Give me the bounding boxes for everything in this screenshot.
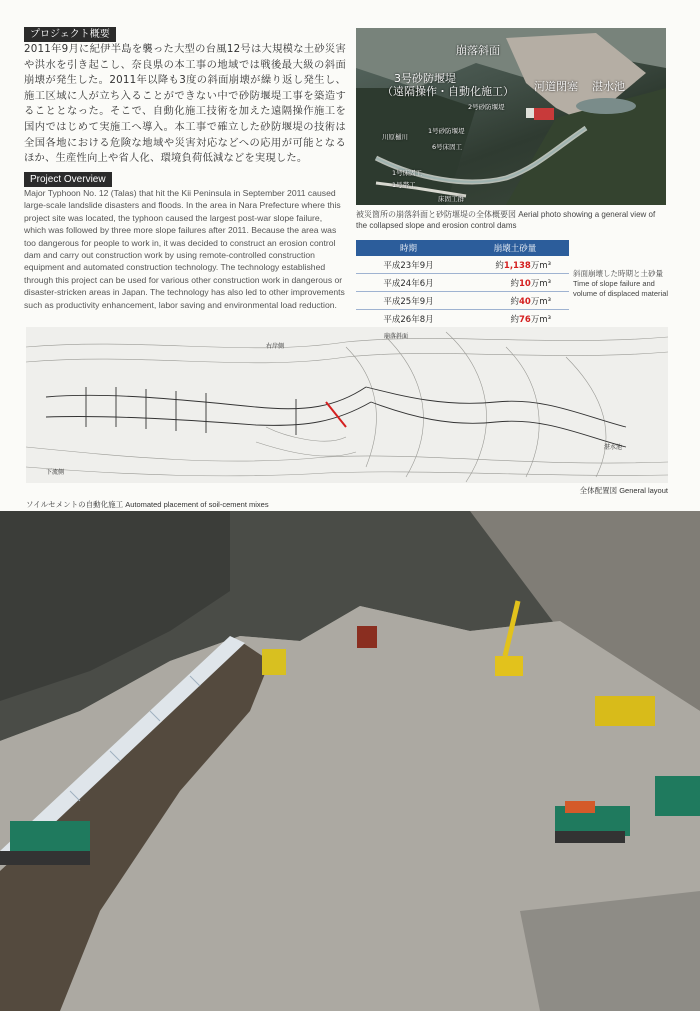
table-cell-volume: 約76万m³: [461, 310, 569, 328]
aerial-photo: [356, 28, 666, 205]
overview-heading-jp: プロジェクト概要: [24, 27, 116, 42]
table-header-volume: 崩壊土砂量: [461, 240, 569, 256]
aerial-label-dam1: 1号砂防堰堤: [428, 127, 465, 135]
plan-contours: [26, 327, 668, 483]
slope-failure-table: [356, 240, 569, 328]
table-header-period: 時期: [356, 240, 461, 256]
plan-label-pond: 湛水池: [604, 444, 623, 451]
overview-body-en: Major Typhoon No. 12 (Talas) that hit the Kii Peninsula in September 2011 caused large-scale landslide disasters and floods. In the area in Nara Prefecture where this project site was located, the typhoon caused the largest post-war slope failure, which was followed by three more slope failures after 2011. Because the area was too dangerous for people to work in, it was decided to construct an erosion control dam and carry out construction work by using remote-controlled construction equipment and automated construction technology. The technology established through this project can be used for various other construction work in dangerous or disaster-stricken areas in Japan. The technology has also led to other improvements such as productivity enhancement, labor saving and environmental load reduction.: [24, 188, 345, 310]
table-row: [356, 310, 569, 328]
aerial-label-dam3: 3号砂防堰堤: [394, 72, 456, 85]
table-cell-volume: 約40万m³: [461, 292, 569, 310]
table-note: [573, 269, 669, 299]
site-photo-caption: ソイルセメントの自動化施工 Automated placement of soil-cement mixes: [26, 500, 269, 509]
aerial-label-river-block: 河道閉塞: [534, 80, 578, 93]
aerial-label-river: 川原樋川: [382, 133, 408, 141]
plan-label-downstream: 下流側: [46, 469, 65, 476]
site-photo-scene: [0, 511, 700, 1011]
site-photo: [0, 511, 700, 1011]
plan-label-right-bank: 右岸側: [266, 343, 285, 350]
aerial-label-pond: 湛水池: [592, 80, 625, 93]
table-cell-volume: 約1,138万m³: [461, 256, 569, 274]
table-cell-period: 平成25年9月: [356, 292, 461, 310]
table-cell-period: 平成26年8月: [356, 310, 461, 328]
overview-heading-en: Project Overview: [24, 172, 112, 187]
layout-plan-drawing: [26, 327, 668, 483]
overview-body-jp: 2011年9月に紀伊半島を襲った大型の台風12号は大規模な土砂災害や洪水を引き起こし、奈良県の本工事の地域では戦後最大級の斜面崩壊が発生した。2011年以降も3度の斜面崩壊が繰り返し発生し、施工区域に人が立ち入ることができない中で砂防堰堤工事を築造することとなった。そこで、自動化施工技術を加えた遠隔操作施工を国内ではじめて実施工へ導入。本工事で確立した砂防堰堤の技術は全国各地における危険な地域や災害対応などへの応用が可能となるほか、生産性向上や省人化、環境負荷低減などを実現した。: [24, 43, 346, 165]
table-cell-volume: 約10万m³: [461, 274, 569, 292]
aerial-terrain: [356, 28, 666, 205]
table-note-en: Time of slope failure and volume of displaced material: [573, 279, 669, 298]
table-row: [356, 292, 569, 310]
aerial-label-bed1: 1号床固工: [392, 169, 423, 177]
aerial-caption: 被災箇所の崩落斜面と砂防堰堤の全体概要図 Aerial photo showing a general view of the collapsed slope and erosion control dams: [356, 210, 656, 230]
aerial-label-collapsed-slope: 崩落斜面: [456, 44, 500, 57]
plan-label-collapsed-slope: 崩落斜面: [384, 333, 409, 340]
table-cell-period: 平成23年9月: [356, 256, 461, 274]
aerial-label-bed6: 6号床固工: [432, 143, 463, 151]
aerial-label-dam3-sub: （遠隔操作・自動化施工）: [382, 85, 514, 98]
layout-plan-caption: 全体配置図 General layout: [579, 486, 668, 495]
table-cell-period: 平成24年6月: [356, 274, 461, 292]
table-row: [356, 274, 569, 292]
aerial-label-bedgroup: 床固工群: [438, 195, 464, 203]
aerial-label-dam2: 2号砂防堰堤: [468, 103, 505, 111]
aerial-label-belt1: 1号帯工: [392, 181, 416, 189]
table-row: [356, 256, 569, 274]
table-note-jp: 斜面崩壊した時期と土砂量: [573, 269, 663, 278]
